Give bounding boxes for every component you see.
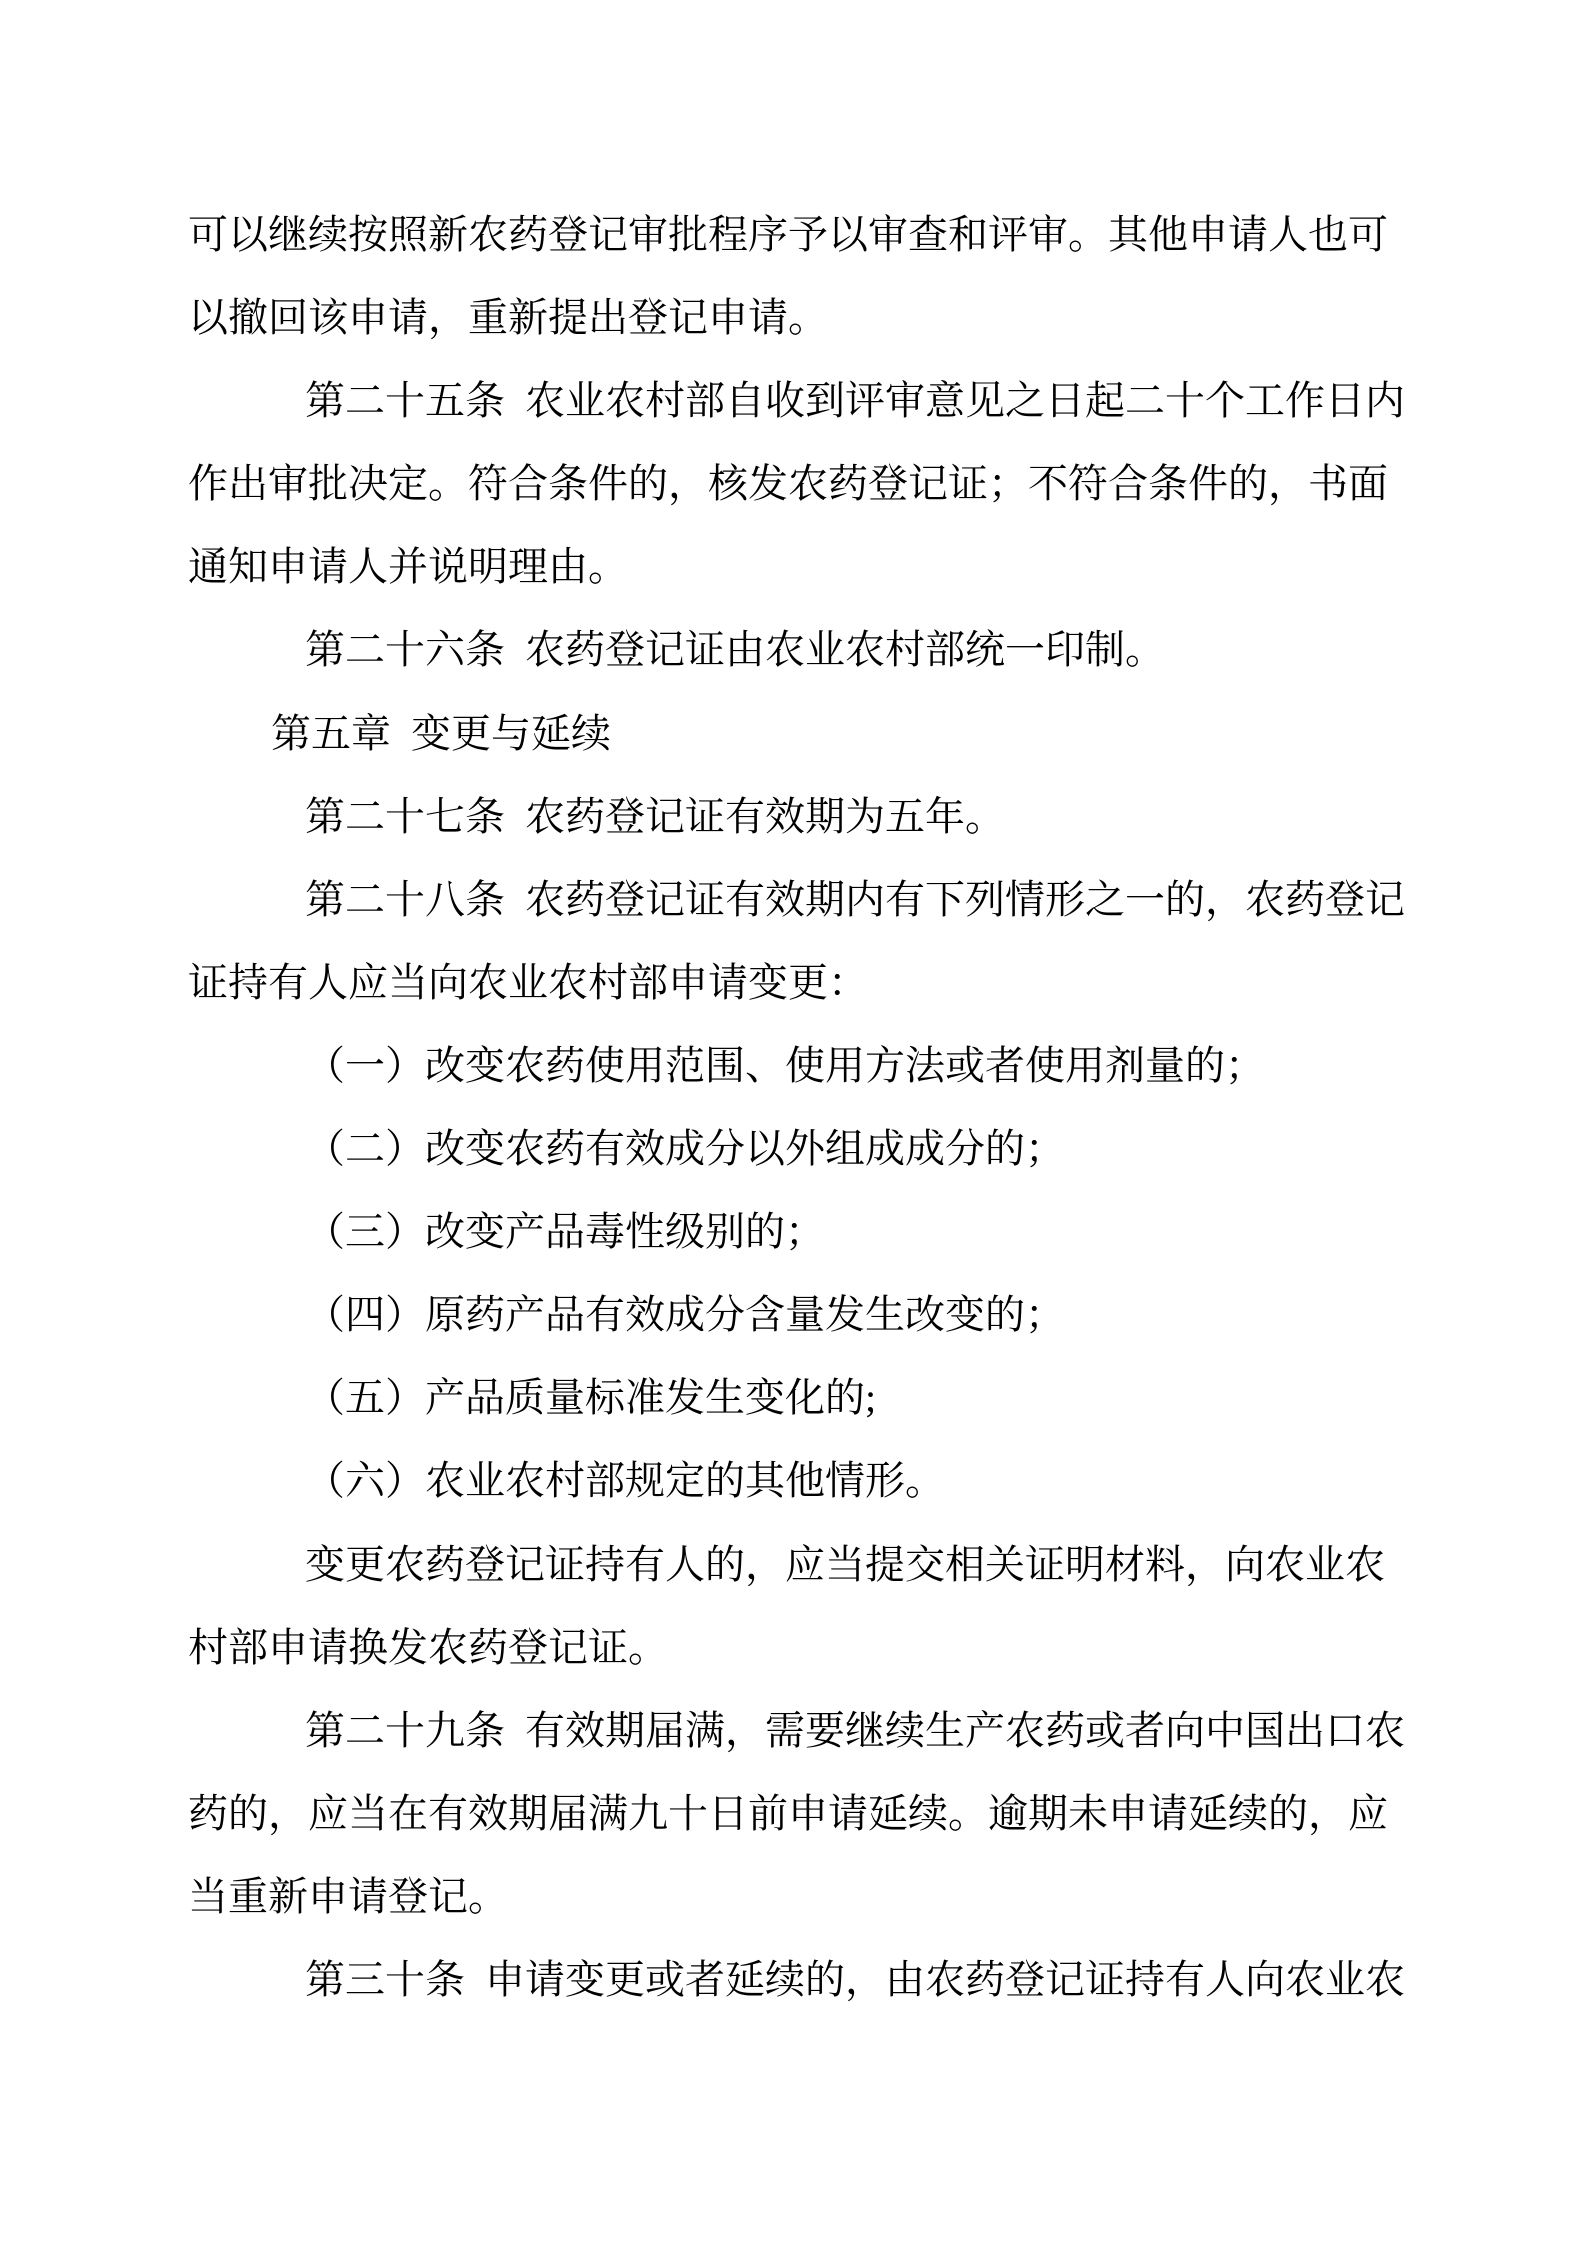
article-heading-line: 第二十九条 有效期届满，需要继续生产农药或者向中国出口农 <box>305 1707 1405 1753</box>
text-line: 作出审批决定。符合条件的，核发农药登记证；不符合条件的，书面 <box>188 461 1388 507</box>
text-line: 药的，应当在有效期届满九十日前申请延续。逾期未申请延续的，应 <box>188 1790 1388 1836</box>
chapter-heading: 第五章 变更与延续 <box>271 710 611 756</box>
text-line: 以撤回该申请，重新提出登记申请。 <box>188 295 828 341</box>
article-heading-line: 第二十七条 农药登记证有效期为五年。 <box>305 793 1005 839</box>
list-item-line: （一）改变农药使用范围、使用方法或者使用剂量的； <box>305 1042 1265 1088</box>
text-block <box>188 193 1458 2021</box>
article-heading-line: 第二十八条 农药登记证有效期内有下列情形之一的，农药登记 <box>305 876 1405 922</box>
article-heading-line: 第三十条 申请变更或者延续的，由农药登记证持有人向农业农 <box>305 1956 1405 2002</box>
list-item-line: （六）农业农村部规定的其他情形。 <box>305 1458 945 1504</box>
list-item-line: （四）原药产品有效成分含量发生改变的； <box>305 1292 1065 1338</box>
list-item-line: （三）改变产品毒性级别的； <box>305 1209 825 1255</box>
text-line: 通知申请人并说明理由。 <box>188 544 628 590</box>
text-line: 变更农药登记证持有人的，应当提交相关证明材料，向农业农 <box>305 1541 1385 1587</box>
article-heading-line: 第二十五条 农业农村部自收到评审意见之日起二十个工作日内 <box>305 378 1405 424</box>
text-line: 村部申请换发农药登记证。 <box>188 1624 668 1670</box>
article-heading-line: 第二十六条 农药登记证由农业农村部统一印制。 <box>305 627 1165 673</box>
list-item-line: （五）产品质量标准发生变化的; <box>305 1375 877 1421</box>
text-line: 证持有人应当向农业农村部申请变更： <box>188 959 868 1005</box>
text-line: 可以继续按照新农药登记审批程序予以审查和评审。其他申请人也可 <box>188 212 1388 257</box>
list-item-line: （二）改变农药有效成分以外组成成分的； <box>305 1126 1065 1172</box>
text-line: 当重新申请登记。 <box>188 1873 508 1919</box>
